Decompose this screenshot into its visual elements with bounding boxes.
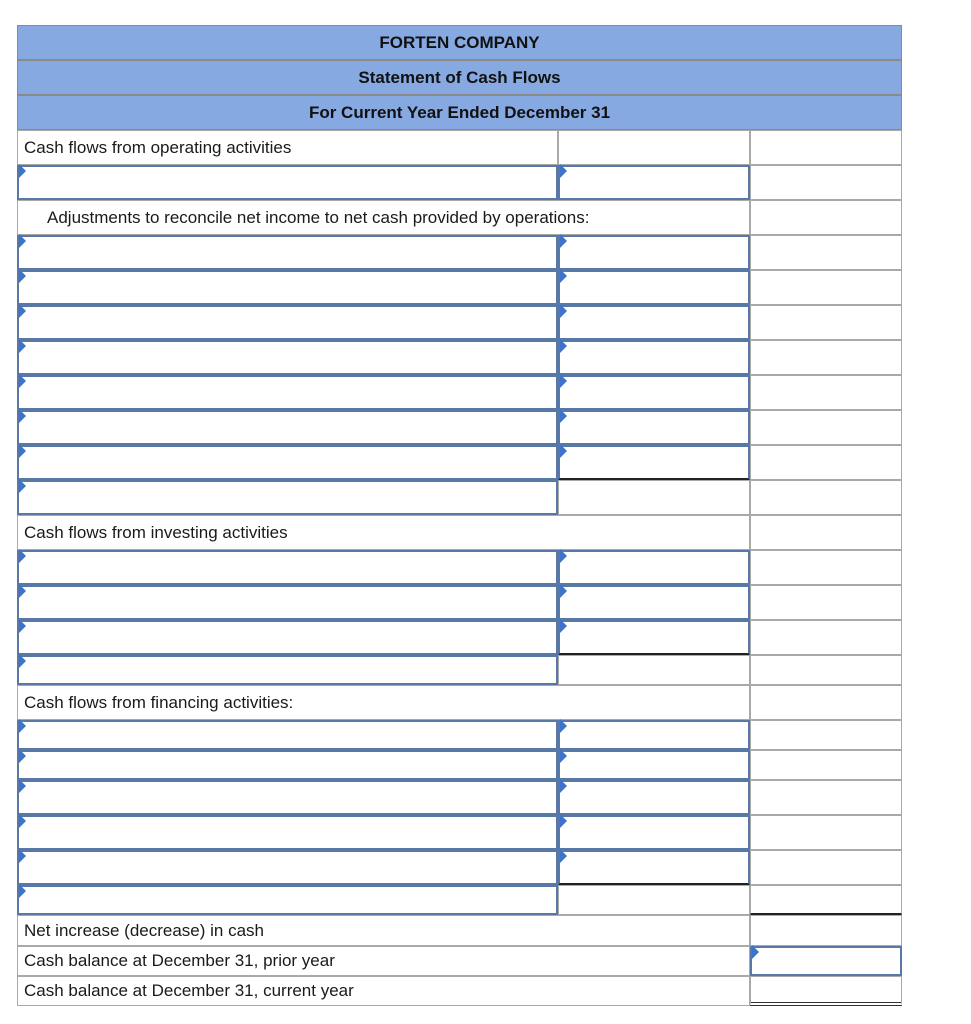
adjustment-total-cell-3 bbox=[750, 305, 902, 340]
financing-total-cell-4 bbox=[750, 815, 902, 850]
adjustment-amount-input-6[interactable] bbox=[558, 410, 750, 445]
operating-activities-row bbox=[17, 130, 558, 165]
adjustment-item-input-5[interactable] bbox=[17, 375, 558, 410]
investing-header-total-cell bbox=[750, 515, 902, 550]
operating-total-cell-1 bbox=[750, 165, 902, 200]
adjustment-amount-input-2[interactable] bbox=[558, 270, 750, 305]
adjustment-item-input-1[interactable] bbox=[17, 235, 558, 270]
adjustment-item-input-4[interactable] bbox=[17, 340, 558, 375]
adjustment-total-cell-4 bbox=[750, 340, 902, 375]
investing-subtotal-total-cell bbox=[750, 655, 902, 685]
investing-item-input-2[interactable] bbox=[17, 585, 558, 620]
dropdown-marker-icon bbox=[560, 779, 567, 793]
investing-activities-label: Cash flows from investing activities bbox=[24, 522, 288, 542]
financing-total-cell-5 bbox=[750, 850, 902, 885]
operating-subtotal-label-input[interactable] bbox=[17, 480, 558, 515]
adjustments-label: Adjustments to reconcile net income to net cash provided by operations: bbox=[47, 207, 590, 227]
dropdown-marker-icon bbox=[19, 409, 26, 423]
dropdown-marker-icon bbox=[560, 814, 567, 828]
operating-header-amount-cell bbox=[558, 130, 750, 165]
financing-item-input-5[interactable] bbox=[17, 850, 558, 885]
statement-period: For Current Year Ended December 31 bbox=[17, 95, 902, 130]
dropdown-marker-icon bbox=[560, 719, 567, 733]
investing-subtotal-amount-cell bbox=[558, 655, 750, 685]
adjustment-amount-input-1[interactable] bbox=[558, 235, 750, 270]
adjustment-item-input-6[interactable] bbox=[17, 410, 558, 445]
dropdown-marker-icon bbox=[19, 884, 26, 898]
financing-amount-input-4[interactable] bbox=[558, 815, 750, 850]
dropdown-marker-icon bbox=[19, 549, 26, 563]
investing-total-cell-3 bbox=[750, 620, 902, 655]
dropdown-marker-icon bbox=[19, 479, 26, 493]
dropdown-marker-icon bbox=[19, 749, 26, 763]
financing-activities-row bbox=[17, 685, 750, 720]
dropdown-marker-icon bbox=[560, 409, 567, 423]
adjustment-amount-input-3[interactable] bbox=[558, 305, 750, 340]
dropdown-marker-icon bbox=[19, 444, 26, 458]
dropdown-marker-icon bbox=[19, 779, 26, 793]
dropdown-marker-icon bbox=[560, 619, 567, 633]
adjustment-total-cell-6 bbox=[750, 410, 902, 445]
dropdown-marker-icon bbox=[752, 945, 759, 959]
investing-item-input-3[interactable] bbox=[17, 620, 558, 655]
dropdown-marker-icon bbox=[560, 584, 567, 598]
financing-amount-input-5[interactable] bbox=[558, 850, 750, 885]
dropdown-marker-icon bbox=[19, 814, 26, 828]
investing-item-input-1[interactable] bbox=[17, 550, 558, 585]
adjustment-total-cell-2 bbox=[750, 270, 902, 305]
investing-amount-input-3[interactable] bbox=[558, 620, 750, 655]
dropdown-marker-icon bbox=[19, 269, 26, 283]
financing-item-input-1[interactable] bbox=[17, 720, 558, 750]
net-change-total-cell bbox=[750, 915, 902, 946]
current-balance-row bbox=[17, 976, 750, 1006]
prior-balance-label: Cash balance at December 31, prior year bbox=[24, 951, 335, 970]
operating-amount-input-1[interactable] bbox=[558, 165, 750, 200]
net-change-row bbox=[17, 915, 750, 946]
adjustments-row bbox=[17, 200, 750, 235]
dropdown-marker-icon bbox=[560, 749, 567, 763]
financing-header-total-cell bbox=[750, 685, 902, 720]
operating-item-input-1[interactable] bbox=[17, 165, 558, 200]
current-balance-total-cell bbox=[750, 976, 902, 1006]
dropdown-marker-icon bbox=[19, 164, 26, 178]
adjustments-total-cell bbox=[750, 200, 902, 235]
dropdown-marker-icon bbox=[19, 584, 26, 598]
current-balance-label: Cash balance at December 31, current year bbox=[24, 981, 354, 1000]
financing-item-input-3[interactable] bbox=[17, 780, 558, 815]
dropdown-marker-icon bbox=[560, 549, 567, 563]
dropdown-marker-icon bbox=[560, 164, 567, 178]
net-change-label: Net increase (decrease) in cash bbox=[24, 920, 265, 940]
operating-subtotal-amount-cell bbox=[558, 480, 750, 515]
dropdown-marker-icon bbox=[19, 304, 26, 318]
investing-subtotal-label-input[interactable] bbox=[17, 655, 558, 685]
adjustment-amount-input-5[interactable] bbox=[558, 375, 750, 410]
financing-amount-input-2[interactable] bbox=[558, 750, 750, 780]
dropdown-marker-icon bbox=[19, 234, 26, 248]
dropdown-marker-icon bbox=[19, 619, 26, 633]
adjustment-item-input-7[interactable] bbox=[17, 445, 558, 480]
financing-total-cell-3 bbox=[750, 780, 902, 815]
investing-amount-input-2[interactable] bbox=[558, 585, 750, 620]
dropdown-marker-icon bbox=[19, 654, 26, 668]
dropdown-marker-icon bbox=[560, 339, 567, 353]
financing-item-input-2[interactable] bbox=[17, 750, 558, 780]
financing-subtotal-label-input[interactable] bbox=[17, 885, 558, 915]
financing-amount-input-1[interactable] bbox=[558, 720, 750, 750]
dropdown-marker-icon bbox=[19, 339, 26, 353]
dropdown-marker-icon bbox=[19, 374, 26, 388]
prior-balance-row bbox=[17, 946, 750, 976]
dropdown-marker-icon bbox=[560, 234, 567, 248]
investing-total-cell-1 bbox=[750, 550, 902, 585]
dropdown-marker-icon bbox=[560, 444, 567, 458]
investing-amount-input-1[interactable] bbox=[558, 550, 750, 585]
statement-title: Statement of Cash Flows bbox=[17, 60, 902, 95]
dropdown-marker-icon bbox=[560, 304, 567, 318]
financing-amount-input-3[interactable] bbox=[558, 780, 750, 815]
adjustment-item-input-3[interactable] bbox=[17, 305, 558, 340]
company-name: FORTEN COMPANY bbox=[17, 25, 902, 60]
prior-balance-input[interactable] bbox=[750, 946, 902, 976]
investing-total-cell-2 bbox=[750, 585, 902, 620]
operating-activities-label: Cash flows from operating activities bbox=[24, 137, 292, 157]
adjustment-amount-input-4[interactable] bbox=[558, 340, 750, 375]
dropdown-marker-icon bbox=[560, 374, 567, 388]
operating-header-total-cell bbox=[750, 130, 902, 165]
adjustment-total-cell-1 bbox=[750, 235, 902, 270]
financing-total-cell-2 bbox=[750, 750, 902, 780]
dropdown-marker-icon bbox=[560, 269, 567, 283]
financing-activities-label: Cash flows from financing activities: bbox=[24, 692, 294, 712]
operating-subtotal-total-cell bbox=[750, 480, 902, 515]
financing-total-cell-1 bbox=[750, 720, 902, 750]
investing-activities-row bbox=[17, 515, 750, 550]
dropdown-marker-icon bbox=[19, 719, 26, 733]
financing-item-input-4[interactable] bbox=[17, 815, 558, 850]
dropdown-marker-icon bbox=[19, 849, 26, 863]
adjustment-total-cell-5 bbox=[750, 375, 902, 410]
adjustment-item-input-2[interactable] bbox=[17, 270, 558, 305]
adjustment-amount-input-7[interactable] bbox=[558, 445, 750, 480]
adjustment-total-cell-7 bbox=[750, 445, 902, 480]
dropdown-marker-icon bbox=[560, 849, 567, 863]
financing-subtotal-amount-cell bbox=[558, 885, 750, 915]
financing-subtotal-total-cell bbox=[750, 885, 902, 915]
